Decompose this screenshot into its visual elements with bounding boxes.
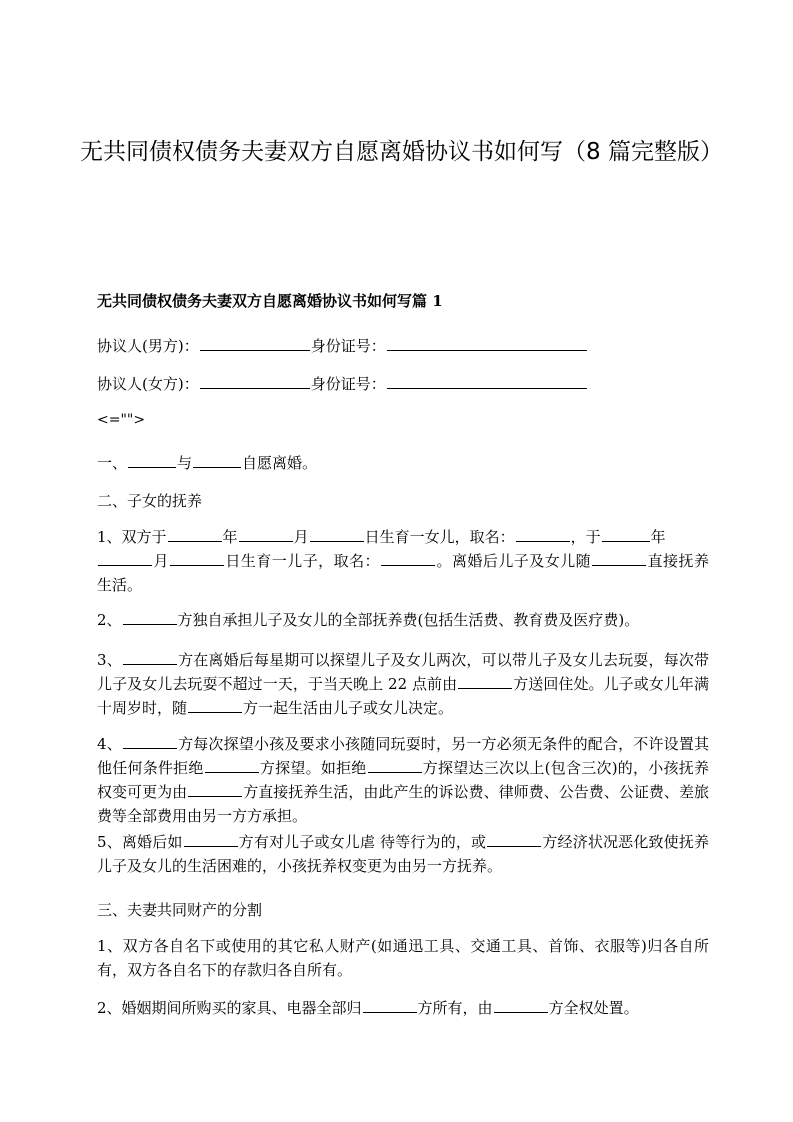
text: 自愿离婚。	[242, 454, 318, 472]
blank-field	[200, 334, 310, 351]
text: 方有对儿子或女儿虐 待等行为的，或	[238, 833, 487, 851]
blank-field	[200, 372, 310, 389]
blank-field	[128, 451, 176, 468]
text: 月	[293, 528, 309, 546]
text: 方在离婚后每星期可以探望儿子及女儿两次，可以带儿子及女儿去玩耍，每次带儿子及女儿去玩耍不超过一天，于当天晚上 22 点前由	[97, 651, 709, 693]
text: 年	[222, 528, 238, 546]
text: 方探望。如拒绝	[259, 759, 367, 777]
text: 方每次探望小孩及要求小孩随同玩耍时，另一方必须无条件的配合，不许设置其他任何条件拒绝	[97, 735, 709, 777]
blank-field	[123, 648, 177, 665]
blank-field	[193, 451, 241, 468]
party-female-label: 协议人(女方)：	[97, 375, 199, 393]
text: 方一起生活由儿子或女儿决定。	[243, 699, 454, 717]
blank-field	[168, 525, 222, 542]
section-3-heading: 三、夫妻共同财产的分割	[97, 901, 263, 919]
text: 3、	[97, 651, 122, 669]
clause-3-2	[97, 996, 709, 1020]
text: 5、离婚后如	[97, 833, 183, 851]
blank-field	[458, 672, 512, 689]
blank-field	[602, 525, 650, 542]
blank-field	[368, 756, 422, 773]
blank-field	[98, 549, 152, 566]
clause-3-1: 1、双方各自名下或使用的其它私人财产(如通迅工具、交通工具、首饰、衣服等)归各自所有，双方各自名下的存款归各自所有。	[97, 937, 709, 979]
blank-field	[184, 830, 238, 847]
blank-field	[123, 732, 177, 749]
text: 方送回住处。儿子或女儿年满十周岁时，随	[97, 675, 709, 717]
blank-field	[205, 756, 259, 773]
blank-field	[188, 780, 242, 797]
text: 方经济状况恶化致使抚养儿子及女儿的生活困难的，小孩抚养权变更为由另一方抚养。	[97, 833, 709, 875]
text: 直接抚养生活。	[97, 552, 709, 594]
blank-field	[592, 549, 646, 566]
text: 月	[153, 552, 169, 570]
party-female-line	[97, 372, 707, 396]
clause-2-3	[97, 648, 709, 720]
clause-2-5	[97, 830, 709, 878]
text: 日生育一儿子，取名：	[224, 552, 381, 570]
text: 方独自承担儿子及女儿的全部抚养费(包括生活费、教育费及医疗费)。	[177, 611, 640, 629]
clause-1	[97, 451, 707, 475]
text: 。离婚后儿子及女儿随	[436, 552, 592, 570]
blank-field	[123, 608, 177, 625]
blank-field	[487, 830, 541, 847]
text: ，于	[570, 528, 601, 546]
blank-field	[239, 525, 293, 542]
text: 日生育一女儿，取名：	[364, 528, 515, 546]
document-title: 无共同债权债务夫妻双方自愿离婚协议书如何写（8 篇完整版）	[80, 139, 723, 165]
blank-field	[170, 549, 224, 566]
party-male-id-label: 身份证号：	[310, 337, 386, 355]
party-male-label: 协议人(男方)：	[97, 337, 199, 355]
blank-field	[387, 372, 587, 389]
blank-field	[381, 549, 435, 566]
text: 年	[650, 528, 666, 546]
blank-field	[363, 996, 417, 1013]
clause-2-2	[97, 608, 709, 632]
text: 4、	[97, 735, 122, 753]
blank-field	[188, 696, 242, 713]
text: 2、婚姻期间所购买的家具、电器全部归	[97, 999, 362, 1017]
party-female-id-label: 身份证号：	[310, 375, 386, 393]
text: 1、双方于	[97, 528, 167, 546]
party-male-line	[97, 334, 707, 358]
text: 与	[177, 454, 193, 472]
text: 方所有，由	[417, 999, 493, 1017]
code-line: <="">	[97, 412, 146, 428]
section-2-heading: 二、子女的抚养	[97, 492, 203, 510]
blank-field	[310, 525, 364, 542]
text: 方直接抚养生活，由此产生的诉讼费、律师费、公告费、公证费、差旅费等全部费用由另一方方承担。	[97, 783, 709, 825]
section-heading: 无共同债权债务夫妻双方自愿离婚协议书如何写篇 1	[97, 292, 443, 310]
text: 一、	[97, 454, 128, 472]
text: 方探望达三次以上(包含三次)的，小孩抚养权变可更为由	[97, 759, 709, 801]
text: 方全权处置。	[548, 999, 639, 1017]
clause-2-1	[97, 525, 709, 597]
text: 2、	[97, 611, 122, 629]
blank-field	[494, 996, 548, 1013]
clause-2-4	[97, 732, 709, 828]
blank-field	[387, 334, 587, 351]
blank-field	[516, 525, 570, 542]
